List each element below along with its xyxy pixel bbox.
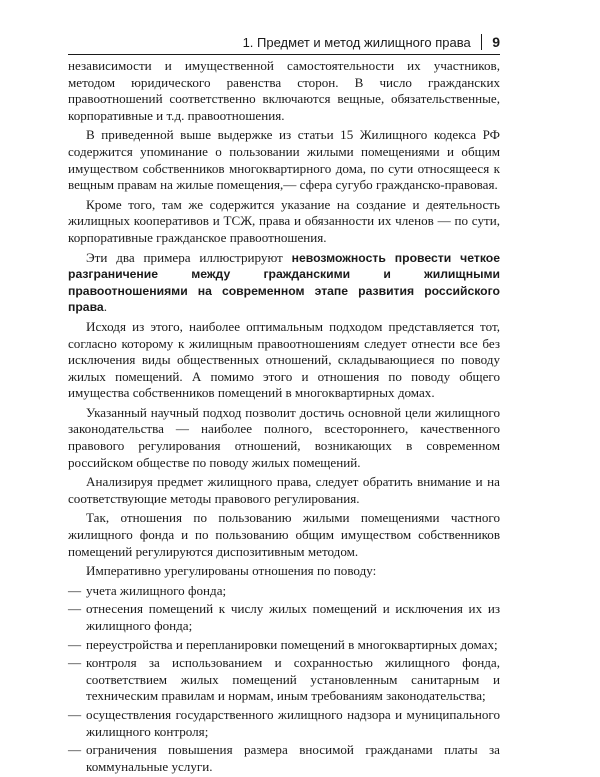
- paragraph-6: Указанный научный подход позволит достичь основной цели жилищного законодательства — наиболее полного, всестороннего, качественного правового регулирования отношений, возникающих в современном российском обществе по поводу жилых помещений.: [68, 404, 500, 470]
- list-item: — ограничения повышения размера вносимой гражданами платы за коммунальные услуги.: [68, 742, 500, 775]
- regulation-list: [68, 583, 500, 776]
- section-title: 1. Предмет и метод жилищного права: [242, 34, 471, 50]
- list-item: — отнесения помещений к числу жилых помещений и исключения их из жилищного фонда;: [68, 601, 500, 634]
- paragraph-4: [68, 250, 500, 316]
- header-divider: [481, 34, 483, 50]
- list-item: — переустройства и перепланировки помещений в многоквартирных домах;: [68, 637, 500, 654]
- emphasis-text: невозможность провести четкое разграничение между гражданскими и жилищными правоотношениями на современном этапе развития российского права: [68, 250, 500, 315]
- list-item: — осуществления государственного жилищного надзора и муниципального жилищного контроля;: [68, 707, 500, 740]
- page-number: 9: [492, 34, 500, 50]
- paragraph-1: независимости и имущественной самостоятельности их участников, методом юридического равенства сторон. В число гражданских правоотношений соответственно включаются вещные, обязательственные, корпоративные и т.д. правоотношения.: [68, 58, 500, 123]
- list-item: — контроля за использованием и сохранностью жилищного фонда, соответствием жилых помещений установленным санитарным и техническим правилам и нормам, иным требованиям законодательства;: [68, 655, 500, 705]
- paragraph-3: Кроме того, там же содержится указание на создание и деятельность жилищных кооперативов и ТСЖ, права и обязанности их членов — по сути, корпоративные гражданское правоотношения.: [68, 196, 500, 245]
- paragraph-2: В приведенной выше выдержке из статьи 15 Жилищного кодекса РФ содержится упоминание о пользовании жилыми помещениями и общим имуществом собственников многоквартирного дома, по сути относящееся к вещным правам на жилые помещения,— сфера сугубо гражданско-правовая.: [68, 127, 500, 193]
- paragraph-8: Так, отношения по пользованию жилыми помещениями частного жилищного фонда и по пользованию общим имуществом собственников помещений регулируются диспозитивным методом.: [68, 510, 500, 559]
- body-text: [68, 58, 500, 777]
- paragraph-4-end: .: [103, 299, 107, 315]
- paragraph-7: Анализируя предмет жилищного права, следует обратить внимание и на соответствующие методы правового регулирования.: [68, 474, 500, 506]
- paragraph-5: Исходя из этого, наиболее оптимальным подходом представляется тот, согласно которому к жилищным правоотношениям следует отнести все без исключения виды общественных отношений, складывающиеся по поводу жилых помещений. А помимо этого и отношения по поводу общего имущества собственников помещений в многоквартирных домах.: [68, 318, 500, 401]
- paragraph-4-start: Эти два примера иллюстрируют: [86, 249, 292, 265]
- list-item: — учета жилищного фонда;: [68, 583, 500, 600]
- running-header: [68, 30, 500, 55]
- paragraph-9: Императивно урегулированы отношения по поводу:: [86, 563, 377, 579]
